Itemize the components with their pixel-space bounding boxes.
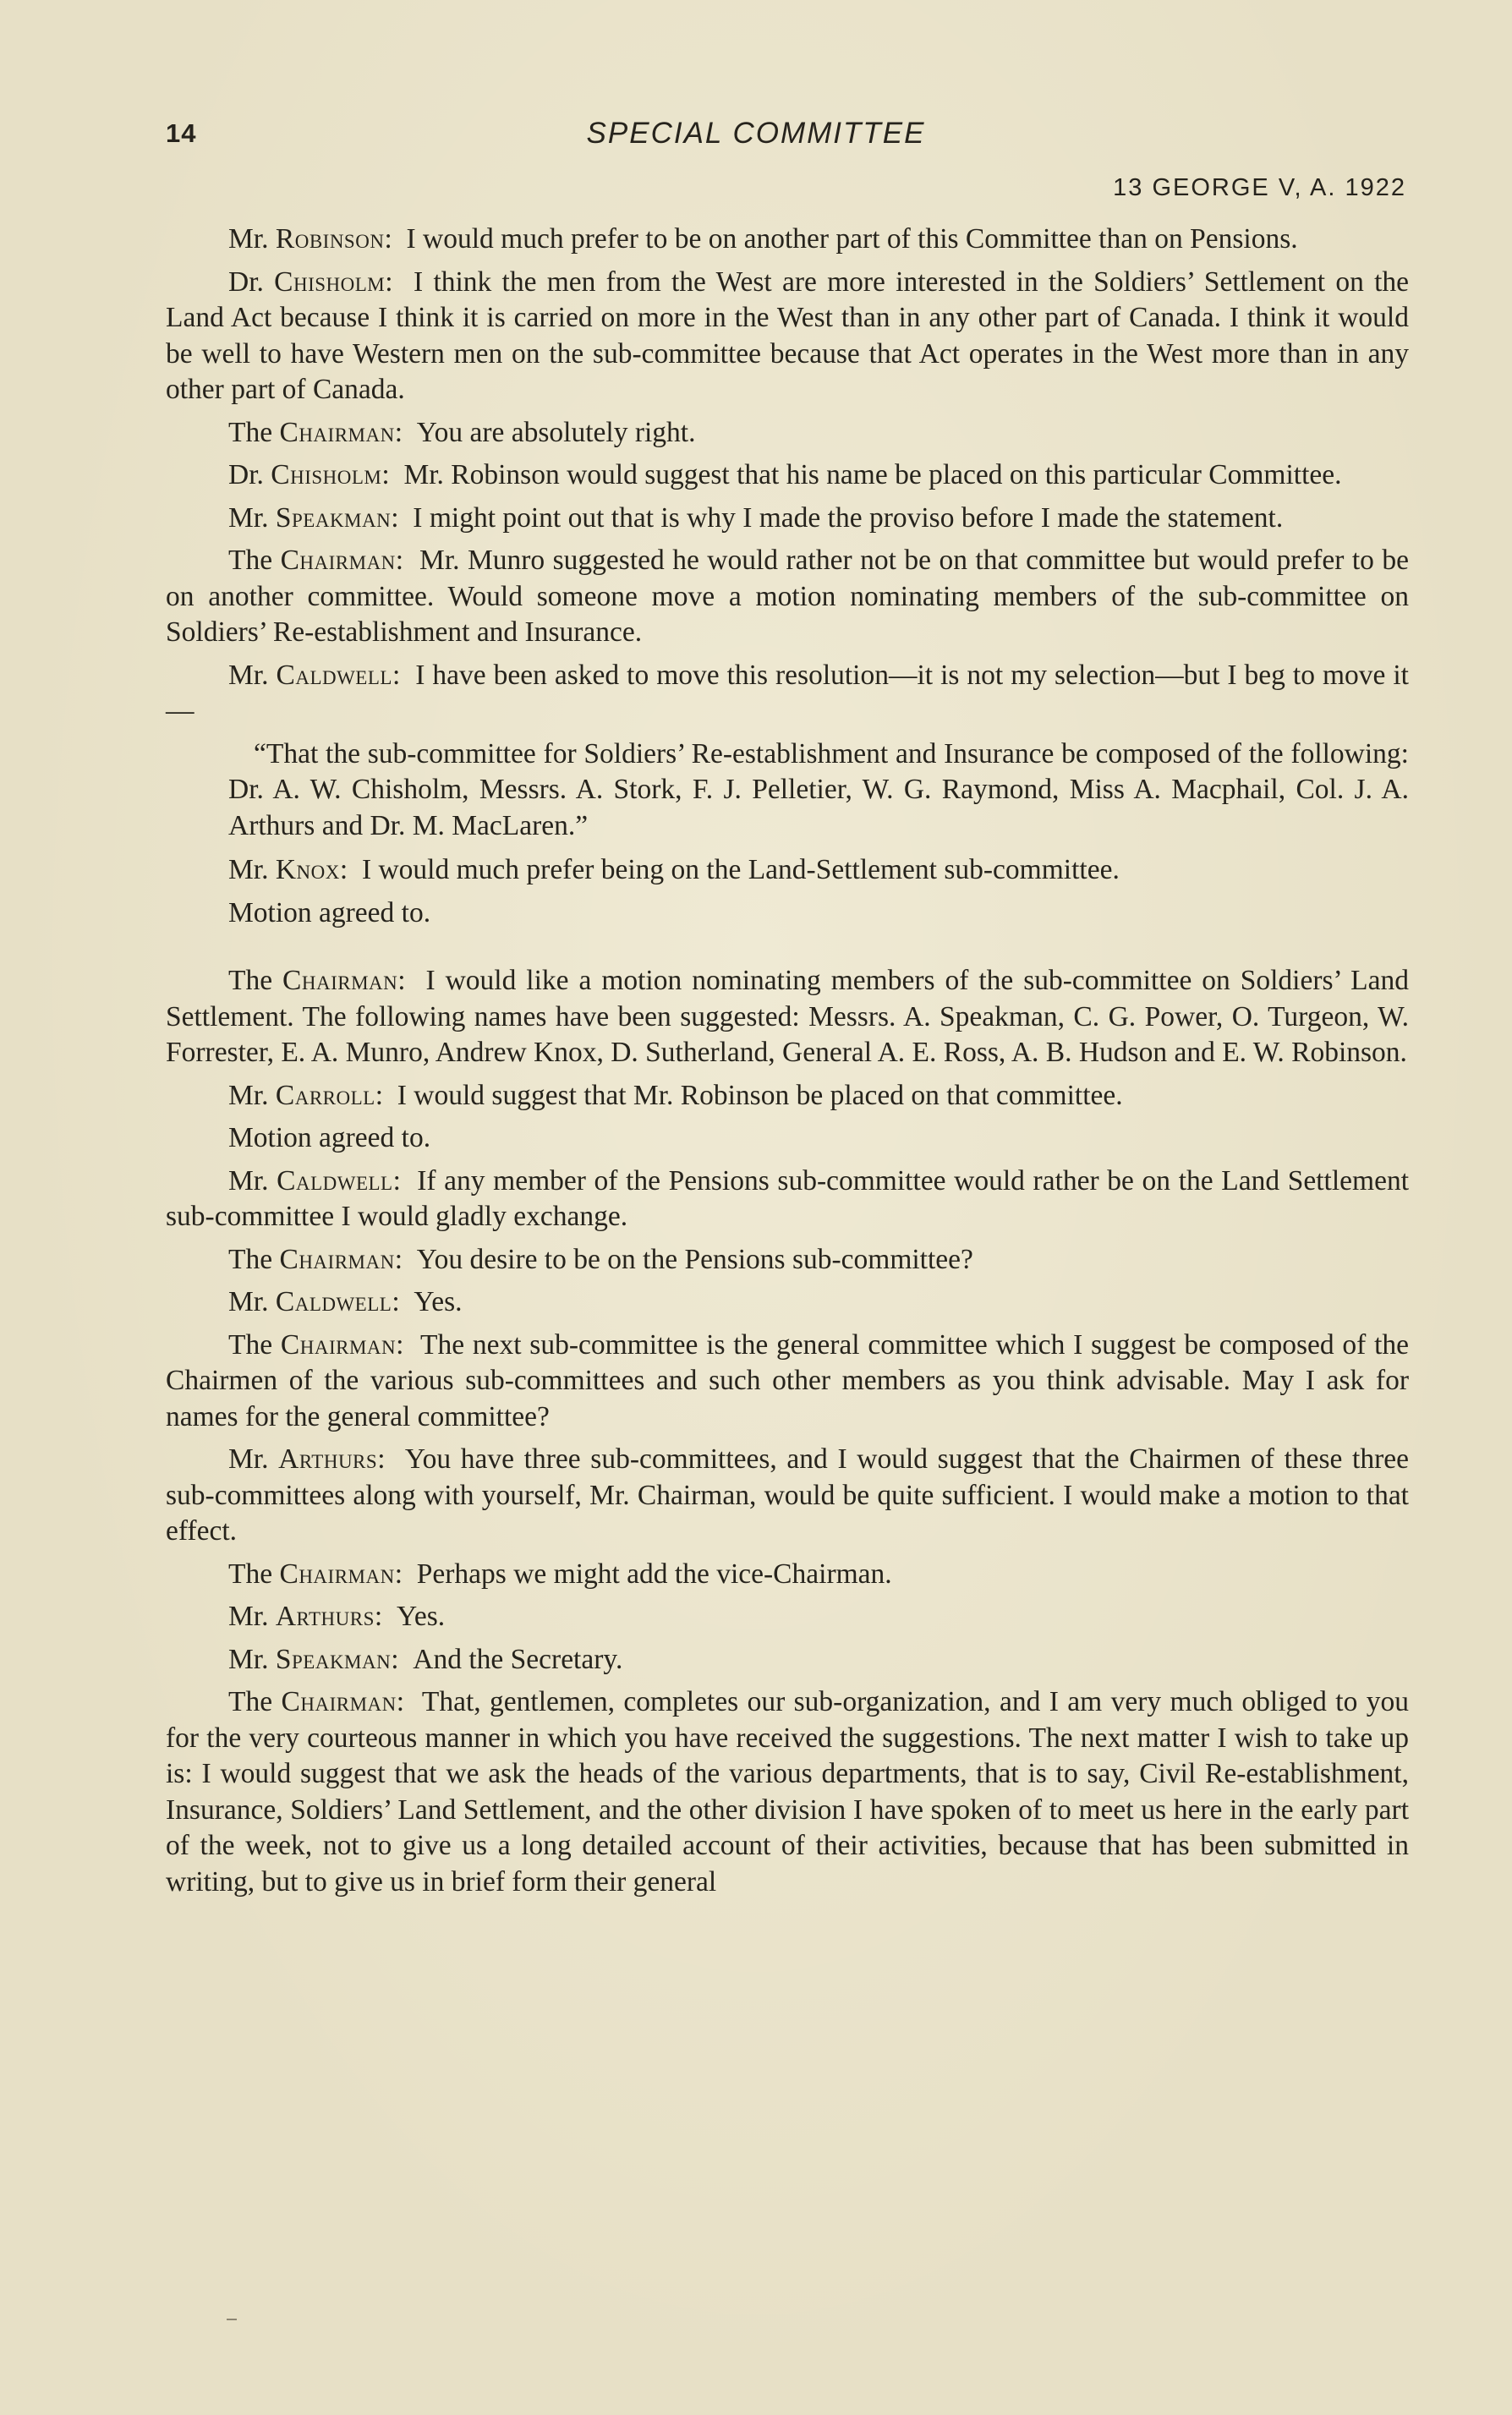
paragraph: Mr. Caldwell: I have been asked to move this resolution—it is not my selection—but I beg to move it— bbox=[166, 659, 1409, 726]
motion-quote: “That the sub-committee for Soldiers’ Re-establishment and Insurance be composed of the following: Dr. A. W. Chisholm, Messrs. A. Stork, F. J. Pelletier, W. G. Raymond, Miss A. Macphail, Col. J. A. Arthurs and Dr. M. MacLaren.” bbox=[228, 737, 1409, 841]
paragraph: Mr. Knox: I would much prefer being on the Land-Settlement sub-committee. bbox=[228, 854, 1120, 885]
speaker-name: Chairman bbox=[280, 1328, 397, 1361]
paragraph: Mr. Caldwell: If any member of the Pensions sub-committee would rather be on the Land Settlement sub-committee I would gladly exchange. bbox=[166, 1164, 1410, 1232]
speaker-name: Carroll bbox=[275, 1079, 375, 1111]
paragraph: Mr. Speakman: I might point out that is why I made the proviso before I made the statement. bbox=[228, 501, 1284, 534]
session-line: 13 GEORGE V, A. 1922 bbox=[1113, 174, 1406, 201]
paragraph: The Chairman: The next sub-committee is the general committee which I suggest be composed of the Chairmen of the various sub-committees and such other members as you think advisable. May I ask for names for the general committee? bbox=[166, 1328, 1410, 1432]
paragraph: Mr. Robinson: I would much prefer to be on another part of this Committee than on Pensions. bbox=[228, 223, 1298, 255]
speaker-name: Arthurs bbox=[275, 1601, 375, 1632]
paragraph: The Chairman: Mr. Munro suggested he would rather not be on that committee but would prefer to be on another committee. Would someone move a motion nominating members of the sub-committee on Soldiers’ Re-establishment and Insurance. bbox=[166, 545, 1410, 648]
paragraph: Dr. Chisholm: I think the men from the West are more interested in the Soldiers’ Settlement on the Land Act because I think it is carried on more in the West than in any other part of Canada. I think it would be well to have Western men on the sub-committee because that Act operates in the West more than in any other part of Canada. bbox=[166, 266, 1410, 405]
section-gap bbox=[166, 938, 1409, 963]
speaker-name: Arthurs bbox=[278, 1443, 378, 1475]
speaker-name: Caldwell bbox=[277, 1164, 393, 1197]
paragraph: Mr. Arthurs: You have three sub-committees, and I would suggest that the Chairmen of these three sub-committees along with yourself, Mr. Chairman, would be quite sufficient. I would make a motion to that effect. bbox=[166, 1443, 1409, 1547]
page-title: SPECIAL COMMITTEE bbox=[586, 117, 926, 150]
paragraph: The Chairman: You are absolutely right. bbox=[228, 416, 696, 448]
transcript-body bbox=[166, 222, 1409, 1907]
speaker-name: Speakman bbox=[275, 1643, 392, 1675]
scan-mark bbox=[227, 2319, 237, 2320]
speaker-name: Robinson bbox=[275, 223, 385, 255]
motion-agreed: Motion agreed to. bbox=[228, 896, 431, 928]
motion-agreed: Motion agreed to. bbox=[228, 1122, 431, 1153]
speaker-name: Caldwell bbox=[275, 1286, 392, 1317]
paragraph: The Chairman: You desire to be on the Pensions sub-committee? bbox=[228, 1243, 973, 1275]
paragraph: The Chairman: Perhaps we might add the vice-Chairman. bbox=[228, 1558, 892, 1590]
paragraph: Mr. Carroll: I would suggest that Mr. Robinson be placed on that committee. bbox=[228, 1079, 1123, 1111]
paragraph: Mr. Caldwell: Yes. bbox=[228, 1286, 463, 1317]
page-number: 14 bbox=[166, 118, 197, 148]
paragraph: The Chairman: That, gentlemen, completes our sub-organization, and I am very much obliged to you for the very courteous manner in which you have received the suggestions. The next matter I wish to take up is: I would suggest that we ask the heads of the various departments, that is to say, Civil Re-establishment, Insurance, Soldiers’ Land Settlement, and the other division I have spoken of to meet us here in the early part of the week, not to give us a long detailed account of their activities, because that has been submitted in writing, but to give us in brief form their general bbox=[166, 1686, 1410, 1898]
speaker-name: Chairman bbox=[279, 1243, 395, 1275]
speaker-name: Chairman bbox=[281, 1686, 397, 1717]
paragraph: Dr. Chisholm: Mr. Robinson would suggest that his name be placed on this particular Committee. bbox=[228, 459, 1342, 490]
speaker-name: Chisholm bbox=[271, 459, 382, 490]
speaker-name: Knox bbox=[275, 854, 340, 885]
speaker-name: Chairman bbox=[280, 545, 396, 576]
speaker-name: Speakman bbox=[275, 501, 392, 534]
speaker-name: Chisholm bbox=[274, 266, 386, 298]
speaker-name: Chairman bbox=[279, 1558, 395, 1590]
paragraph: Mr. Arthurs: Yes. bbox=[228, 1601, 446, 1632]
paragraph: The Chairman: I would like a motion nominating members of the sub-committee on Soldiers’ Land Settlement. The following names have been suggested: Messrs. A. Speakman, C. G. Power, O. Turgeon, W. Forrester, E. A. Munro, Andrew Knox, D. Sutherland, General A. E. Ross, A. B. Hudson and E. W. Robinson. bbox=[166, 965, 1409, 1068]
speaker-name: Chairman bbox=[279, 416, 395, 448]
speaker-name: Caldwell bbox=[276, 659, 392, 691]
paragraph: Mr. Speakman: And the Secretary. bbox=[228, 1643, 623, 1675]
speaker-name: Chairman bbox=[282, 965, 398, 996]
